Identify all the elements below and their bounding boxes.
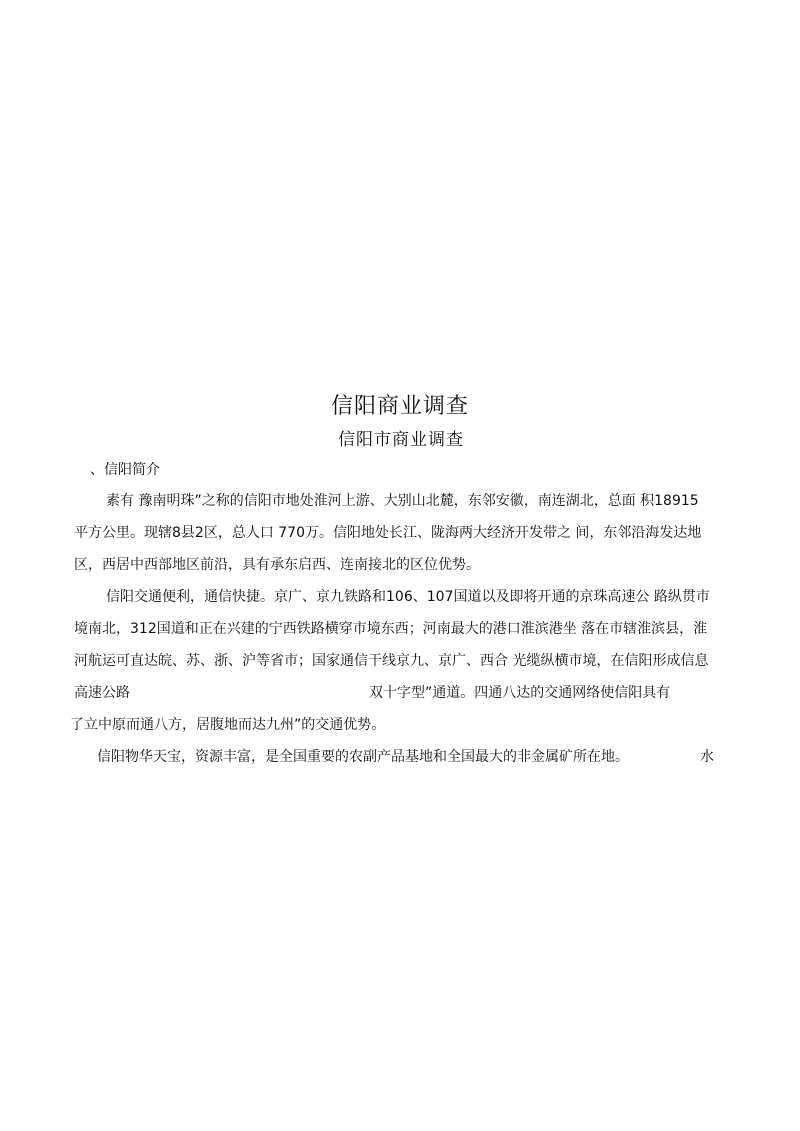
paragraph-3-line-1: 信阳物华天宝，资源丰富，是全国重要的农副产品基地和全国最大的非金属矿所在地。	[97, 749, 629, 765]
paragraph-2-line-2: 境南北，312国道和正在兴建的宁西铁路横穿市境东西；河南最大的港口淮滨港坐 落在市辖淮滨县，淮	[74, 621, 708, 637]
paragraph-3-line-1-end: 水	[700, 749, 714, 765]
paragraph-2-line-4-right: 双十字型”通道。四通八达的交通网络使信阳具有	[369, 685, 671, 701]
document-title: 信阳商业调查	[330, 394, 469, 419]
paragraph-2-line-1: 信阳交通便利，通信快捷。京广、京九铁路和106、107国道以及即将开通的京珠高速公 路纵贯市	[106, 589, 710, 605]
paragraph-2-line-3: 河航运可直达皖、苏、浙、沪等省市；国家通信干线京九、京广、西合 光缆纵横市境，在信阳形成信息	[74, 653, 709, 669]
paragraph-2-line-4-left: 高速公路	[74, 685, 130, 701]
section-heading: 、信阳简介	[90, 462, 160, 478]
document-subtitle: 信阳市商业调查	[338, 430, 464, 450]
paragraph-2-line-5: 了立中原而通八方，居腹地而达九州”的交通优势。	[70, 717, 386, 733]
paragraph-1-line-1: 素有 豫南明珠”之称的信阳市地处淮河上游、大别山北麓，东邻安徽，南连湖北，总面 积18915	[106, 493, 699, 509]
paragraph-1-line-2: 平方公里。现辖8县2区，总人口 770万。信阳地处长江、陇海两大经济开发带之 间，东邻沿海发达地	[74, 525, 702, 541]
paragraph-1-line-3: 区，西居中西部地区前沿，具有承东启西、连南接北的区位优势。	[74, 557, 480, 573]
